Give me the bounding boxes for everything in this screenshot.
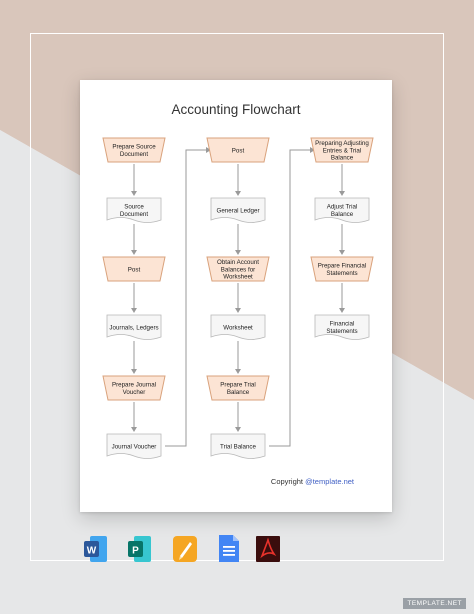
word-icon[interactable] (83, 534, 109, 564)
flow-node[interactable] (211, 198, 265, 223)
node-label: Prepare Journal (111, 381, 157, 389)
node-label: Post (231, 147, 245, 155)
flow-node[interactable] (103, 257, 165, 281)
node-label: Balance (330, 210, 354, 218)
template-watermark: TEMPLATE.NET (403, 598, 466, 609)
cross-column-connector (269, 150, 311, 446)
arrow-head (131, 369, 137, 374)
arrow-head (235, 250, 241, 255)
node-label: Prepare Financial (317, 262, 367, 270)
flow-node[interactable] (103, 376, 165, 400)
flow-node[interactable] (107, 198, 161, 223)
node-label: Source (124, 203, 144, 211)
node-label: Trial Balance (220, 443, 256, 451)
svg-text:P: P (132, 545, 139, 557)
node-label: Statements (326, 327, 358, 335)
arrow-head (339, 250, 345, 255)
cross-column-connector (165, 150, 207, 446)
node-label: General Ledger (216, 207, 260, 215)
node-label: Preparing Adjusting (315, 140, 369, 148)
arrow-head (235, 369, 241, 374)
node-label: Balances for (220, 266, 256, 274)
flow-node[interactable] (311, 257, 373, 281)
copyright-prefix: Copyright (270, 477, 304, 486)
node-label: Worksheet (223, 273, 253, 281)
document-sheet (80, 80, 392, 512)
node-label: Obtain Account (217, 259, 259, 267)
flow-node[interactable] (311, 138, 373, 162)
node-label: Worksheet (223, 324, 253, 332)
arrow-head (235, 191, 241, 196)
flow-node[interactable] (107, 434, 161, 459)
arrow-head (339, 308, 345, 313)
node-label: Document (119, 210, 149, 218)
node-label: Journal Voucher (111, 443, 157, 451)
svg-text:W: W (86, 545, 97, 557)
flow-node[interactable] (211, 434, 265, 459)
flow-node[interactable] (207, 376, 269, 400)
pdf-icon[interactable] (255, 534, 281, 564)
flow-node[interactable] (211, 315, 265, 340)
node-label: Prepare Source (112, 143, 156, 151)
flow-node[interactable] (103, 138, 165, 162)
google-docs-icon[interactable] (216, 534, 242, 564)
pages-icon[interactable] (172, 534, 198, 564)
node-label: Voucher (122, 388, 146, 396)
arrow-head (339, 191, 345, 196)
arrow-head (131, 427, 137, 432)
flow-node[interactable] (207, 257, 269, 281)
arrow-head (131, 191, 137, 196)
node-label: Adjust Trial (326, 203, 358, 211)
flow-node[interactable] (315, 315, 369, 340)
node-label: Balance (330, 154, 354, 162)
node-label: Post (127, 266, 141, 274)
node-label: Prepare Trial (220, 381, 256, 389)
flow-node[interactable] (315, 198, 369, 223)
node-label: Financial (329, 320, 355, 328)
file-format-icons (83, 534, 283, 564)
copyright-notice (271, 477, 354, 486)
flowchart-diagram (80, 80, 392, 512)
flow-node[interactable] (207, 138, 269, 162)
arrow-head (131, 308, 137, 313)
copyright-link[interactable]: @template.net (305, 477, 354, 486)
arrow-head (131, 250, 137, 255)
arrow-head (235, 308, 241, 313)
node-label: Statements (326, 269, 358, 277)
node-label: Balance (226, 388, 250, 396)
node-label: Entries & Trial (322, 147, 362, 155)
flow-node[interactable] (107, 315, 161, 340)
arrow-head (235, 427, 241, 432)
publisher-icon[interactable] (127, 534, 153, 564)
flowchart-title: Accounting Flowchart (171, 102, 301, 117)
node-label: Document (119, 150, 149, 158)
node-label: Journals, Ledgers (109, 324, 159, 332)
